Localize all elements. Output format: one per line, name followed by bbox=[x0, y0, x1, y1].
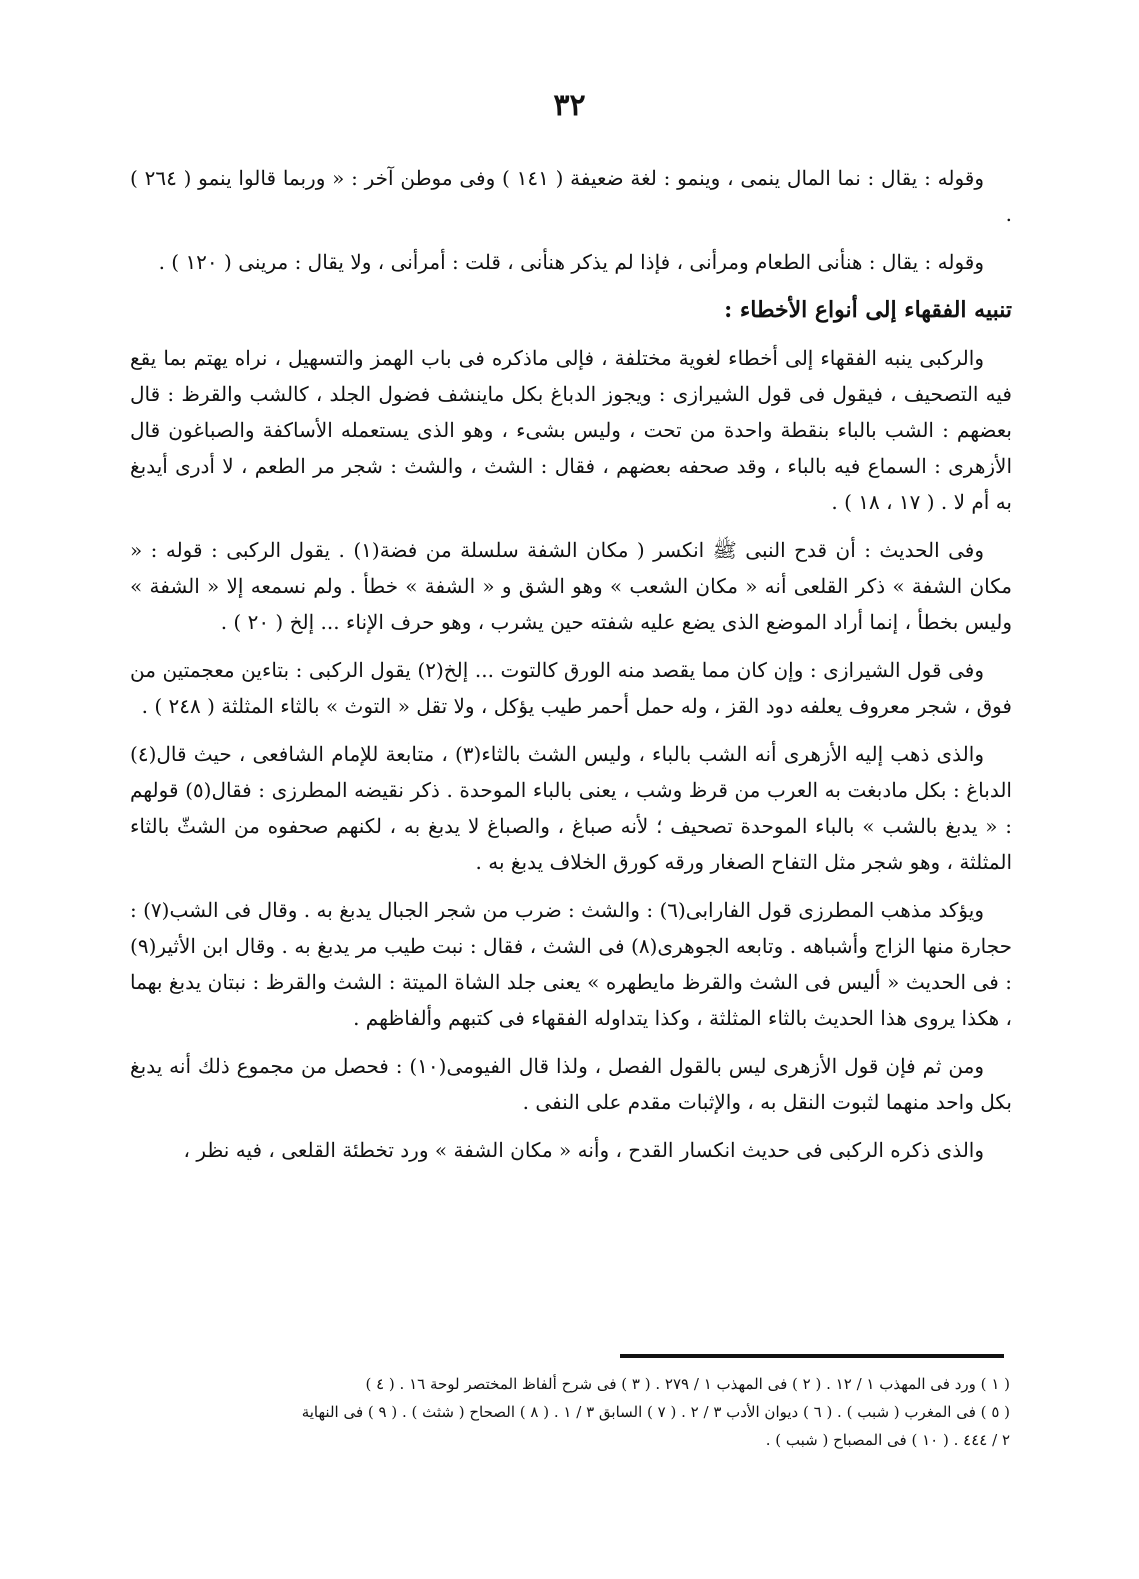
footnote-divider bbox=[620, 1354, 1004, 1358]
paragraph: والذى ذهب إليه الأزهرى أنه الشب بالباء ، وليس الشث بالثاء(٣) ، متابعة للإمام الشافعى ، حيث قال(٤) الدباغ : بكل مادبغت به العرب من قرظ وشب ، يعنى بالباء الموحدة . ذكر نقيضه المطرزى : فقال(٥) قولهم : « يدبغ بالشب » بالباء الموحدة تصحيف ؛ لأنه صباغ ، والصباغ لا يدبغ به ، لكنهم صحفوه من الشثّ بالثاء المثلثة ، وهو شجر مثل التفاح الصغار ورقه كورق الخلاف يدبغ به . bbox=[130, 742, 1012, 874]
paragraph: ومن ثم فإن قول الأزهرى ليس بالقول الفصل ، ولذا قال الفيومى(١٠) : فحصل من مجموع ذلك أنه يدبغ بكل واحد منهما لثبوت النقل به ، والإثبات مقدم على النفى . bbox=[130, 1054, 1012, 1114]
footnote-line: ( ١ ) ورد فى المهذب ١ / ١٢ . ( ٢ ) فى المهذب ١ / ٢٧٩ . ( ٣ ) فى شرح ألفاظ المختصر لوحة ١٦ . ( ٤ ) bbox=[365, 1375, 1010, 1393]
footnote-line: ( ٥ ) فى المغرب ( شبب ) . ( ٦ ) ديوان الأدب ٣ / ٢ . ( ٧ ) السابق ٣ / ١ . ( ٨ ) الصحاح ( شثث ) . ( ٩ ) فى النهاية bbox=[301, 1403, 1010, 1421]
section-heading: تنبيه الفقهاء إلى أنواع الأخطاء : bbox=[724, 297, 1012, 323]
footnote-line: ٢ / ٤٤٤ . ( ١٠ ) فى المصباح ( شبب ) . bbox=[765, 1431, 1010, 1449]
paragraph: ويؤكد مذهب المطرزى قول الفارابى(٦) : والشث : ضرب من شجر الجبال يدبغ به . وقال فى الشب(٧) : حجارة منها الزاج وأشباهه . وتابعه الجوهرى(٨) فى الشث ، فقال : نبت طيب مر يدبغ به . وقال ابن الأثير(٩) : فى الحديث « أليس فى الشث والقرظ مايطهره » يعنى جلد الشاة الميتة : الشث والقرظ : نبتان يدبغ بهما ، هكذا يروى هذا الحديث بالثاء المثلثة ، وكذا يتداوله الفقهاء فى كتبهم وألفاظهم . bbox=[130, 898, 1012, 1030]
paragraph: والركبى ينبه الفقهاء إلى أخطاء لغوية مختلفة ، فإلى ماذكره فى باب الهمز والتسهيل ، نراه يهتم بما يقع فيه التصحيف ، فيقول فى قول الشيرازى : ويجوز الدباغ بكل ماينشف فضول الجلد ، كالشب والقرظ : قال بعضهم : الشب بالباء بنقطة واحدة من تحت ، وليس بشىء ، وهو الذى يستعمله الأساكفة والصباغون قال الأزهرى : السماع فيه بالباء ، وقد صحفه بعضهم ، فقال : الشث ، والشث : شجر مر الطعم ، لا أدرى أيدبغ به أم لا . ( ١٧ ، ١٨ ) . bbox=[130, 346, 1012, 514]
body-text bbox=[130, 160, 1012, 1180]
paragraph: والذى ذكره الركبى فى حديث انكسار القدح ، وأنه « مكان الشفة » ورد تخطئة القلعى ، فيه نظر ، bbox=[183, 1138, 984, 1162]
paragraph: وقوله : يقال : نما المال ينمى ، وينمو : لغة ضعيفة ( ١٤١ ) وفى موطن آخر : « وربما قالوا ينمو ( ٢٦٤ ) . bbox=[130, 166, 1012, 226]
footnotes bbox=[150, 1370, 1010, 1454]
paragraph: وفى الحديث : أن قدح النبى ﷺ انكسر ( مكان الشفة سلسلة من فضة(١) . يقول الركبى : قوله : « مكان الشفة » ذكر القلعى أنه « مكان الشعب » وهو الشق و « الشفة » خطأ . ولم نسمعه إلا « الشفة » وليس بخطأ ، إنما أراد الموضع الذى يضع عليه شفته حين يشرب ، وهو حرف الإناء ... إلخ ( ٢٠ ) . bbox=[130, 538, 1012, 634]
paragraph: وفى قول الشيرازى : وإن كان مما يقصد منه الورق كالتوت ... إلخ(٢) يقول الركبى : بتاءين معجمتين من فوق ، شجر معروف يعلفه دود القز ، وله حمل أحمر طيب يؤكل ، ولا تقل « التوث » بالثاء المثلثة ( ٢٤٨ ) . bbox=[130, 658, 1012, 718]
page-number: ٣٢ bbox=[553, 88, 586, 123]
paragraph: وقوله : يقال : هنأنى الطعام ومرأنى ، فإذا لم يذكر هنأنى ، قلت : أمرأنى ، ولا يقال : مرينى ( ١٢٠ ) . bbox=[158, 250, 984, 274]
